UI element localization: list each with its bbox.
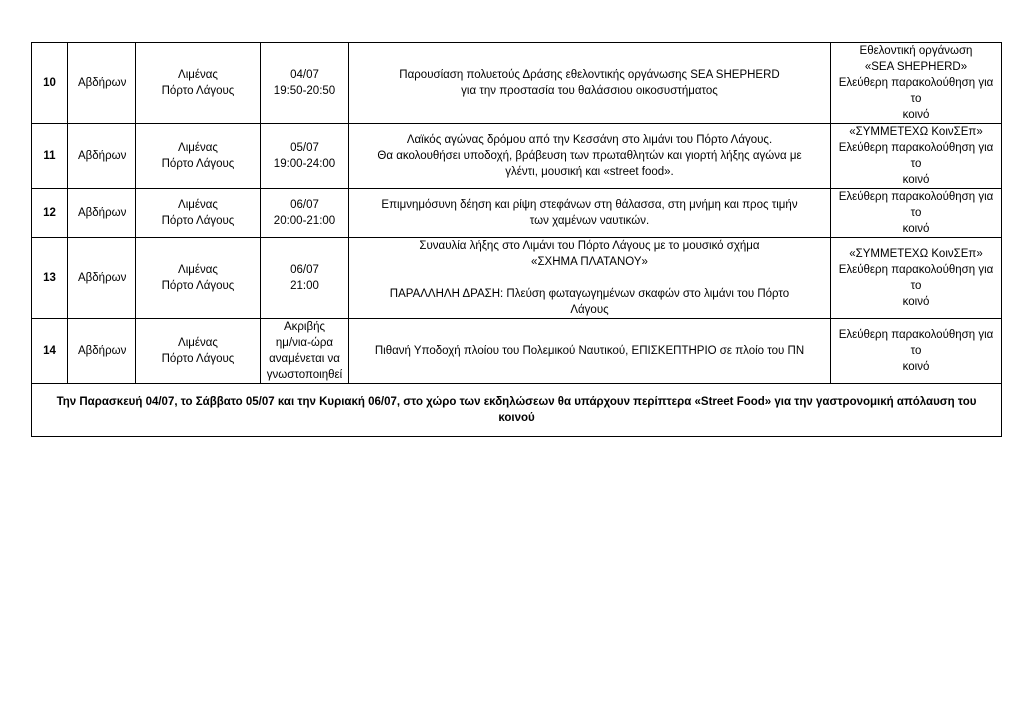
- organizer-cell: [831, 124, 1002, 189]
- location-cell: [136, 124, 261, 189]
- datetime-cell-line: 21:00: [290, 280, 319, 292]
- location-cell-line: Λιμένας: [178, 337, 218, 349]
- description-cell-line: «ΣΧΗΜΑ ΠΛΑΤΑΝΟΥ»: [531, 256, 648, 268]
- organizer-cell: [831, 319, 1002, 384]
- location-cell-line: Λιμένας: [178, 264, 218, 276]
- datetime-cell-line: αναμένεται να: [269, 353, 340, 365]
- municipality-cell: Αβδήρων: [68, 124, 136, 189]
- datetime-cell: [261, 189, 349, 238]
- row-number: 10: [32, 43, 68, 124]
- organizer-cell-line: κοινό: [902, 361, 930, 373]
- events-document: [31, 42, 1001, 437]
- organizer-cell-line: κοινό: [902, 174, 930, 186]
- description-cell-line: Πιθανή Υποδοχή πλοίου του Πολεμικού Ναυτικού, ΕΠΙΣΚΕΠΤΗΡΙΟ σε πλοίο του ΠΝ: [374, 345, 805, 357]
- organizer-cell-line: Ελεύθερη παρακολούθηση για το: [838, 142, 994, 170]
- events-table: [31, 42, 1002, 437]
- datetime-cell-line: 20:00-21:00: [273, 215, 336, 227]
- organizer-cell-line: Εθελοντική οργάνωση: [859, 45, 973, 57]
- description-cell: [349, 319, 831, 384]
- datetime-cell-line: 19:00-24:00: [273, 158, 336, 170]
- description-cell-line: Συναυλία λήξης στο Λιμάνι του Πόρτο Λάγους με το μουσικό σχήμα: [419, 240, 760, 252]
- description-cell-line: γλέντι, μουσική και «street food».: [505, 166, 674, 178]
- description-cell-line: Επιμνημόσυνη δέηση και ρίψη στεφάνων στη θάλασσα, στη μνήμη και προς τιμήν: [381, 199, 798, 211]
- row-number: 11: [32, 124, 68, 189]
- datetime-cell-line: ημ/νια-ώρα: [275, 337, 334, 349]
- municipality-cell: Αβδήρων: [68, 238, 136, 319]
- description-cell-line: Λαϊκός αγώνας δρόμου από την Κεσσάνη στο λιμάνι του Πόρτο Λάγους.: [406, 134, 773, 146]
- description-cell: [349, 238, 831, 319]
- location-cell-line: Πόρτο Λάγους: [161, 215, 235, 227]
- datetime-cell: [261, 319, 349, 384]
- location-cell: [136, 319, 261, 384]
- datetime-cell-line: γνωστοποιηθεί: [266, 369, 343, 381]
- organizer-cell-line: Ελεύθερη παρακολούθηση για το: [838, 264, 994, 292]
- datetime-cell-line: Ακριβής: [283, 321, 326, 333]
- location-cell: [136, 189, 261, 238]
- organizer-cell-line: κοινό: [902, 223, 930, 235]
- row-number: 13: [32, 238, 68, 319]
- municipality-cell: Αβδήρων: [68, 189, 136, 238]
- table-row: [32, 43, 1002, 124]
- description-cell-line: Παρουσίαση πολυετούς Δράσης εθελοντικής οργάνωσης SEA SHEPHERD: [399, 69, 780, 81]
- table-row: [32, 124, 1002, 189]
- row-number: 14: [32, 319, 68, 384]
- organizer-cell-line: «ΣΥΜΜΕΤΕΧΩ ΚοινΣΕπ»: [849, 248, 983, 260]
- footer-note: Την Παρασκευή 04/07, το Σάββατο 05/07 και την Κυριακή 06/07, στο χώρο των εκδηλώσεων θα υπάρχουν περίπτερα «Street Food» για την γαστρονομική απόλαυση του κοινού: [32, 384, 1002, 437]
- description-cell-line: για την προστασία του θαλάσσιου οικοσυστήματος: [461, 85, 718, 97]
- datetime-cell-line: 06/07: [290, 199, 319, 211]
- location-cell-line: Πόρτο Λάγους: [161, 280, 235, 292]
- organizer-cell-line: κοινό: [902, 296, 930, 308]
- description-cell: [349, 124, 831, 189]
- row-number: 12: [32, 189, 68, 238]
- municipality-cell: Αβδήρων: [68, 43, 136, 124]
- municipality-cell: Αβδήρων: [68, 319, 136, 384]
- description-cell-line: των χαμένων ναυτικών.: [529, 215, 650, 227]
- location-cell: [136, 238, 261, 319]
- location-cell-line: Πόρτο Λάγους: [161, 353, 235, 365]
- datetime-cell: [261, 238, 349, 319]
- location-cell-line: Λιμένας: [178, 69, 218, 81]
- table-row: [32, 238, 1002, 319]
- organizer-cell-line: κοινό: [902, 109, 930, 121]
- table-row: [32, 319, 1002, 384]
- location-cell-line: Λιμένας: [178, 199, 218, 211]
- organizer-cell: [831, 43, 1002, 124]
- datetime-cell-line: 04/07: [290, 69, 319, 81]
- description-cell-line: Θα ακολουθήσει υποδοχή, βράβευση των πρωταθλητών και γιορτή λήξης αγώνα με: [377, 150, 802, 162]
- datetime-cell-line: 19:50-20:50: [273, 85, 336, 97]
- organizer-cell-line: Ελεύθερη παρακολούθηση για το: [838, 191, 994, 219]
- location-cell: [136, 43, 261, 124]
- description-cell-line: ΠΑΡΑΛΛΗΛΗ ΔΡΑΣΗ: Πλεύση φωταγωγημένων σκαφών στο λιμάνι του Πόρτο: [389, 288, 790, 300]
- organizer-cell-line: «ΣΥΜΜΕΤΕΧΩ ΚοινΣΕπ»: [849, 126, 983, 138]
- description-cell: [349, 189, 831, 238]
- organizer-cell: [831, 189, 1002, 238]
- organizer-cell-line: «SEA SHEPHERD»: [864, 61, 968, 73]
- table-row: [32, 189, 1002, 238]
- datetime-cell-line: 06/07: [290, 264, 319, 276]
- organizer-cell: [831, 238, 1002, 319]
- location-cell-line: Λιμένας: [178, 142, 218, 154]
- footer-row: [32, 384, 1002, 437]
- description-cell: [349, 43, 831, 124]
- datetime-cell-line: 05/07: [290, 142, 319, 154]
- location-cell-line: Πόρτο Λάγους: [161, 85, 235, 97]
- description-cell-line: Λάγους: [570, 304, 609, 316]
- organizer-cell-line: Ελεύθερη παρακολούθηση για το: [838, 329, 994, 357]
- datetime-cell: [261, 43, 349, 124]
- organizer-cell-line: Ελεύθερη παρακολούθηση για το: [838, 77, 994, 105]
- datetime-cell: [261, 124, 349, 189]
- location-cell-line: Πόρτο Λάγους: [161, 158, 235, 170]
